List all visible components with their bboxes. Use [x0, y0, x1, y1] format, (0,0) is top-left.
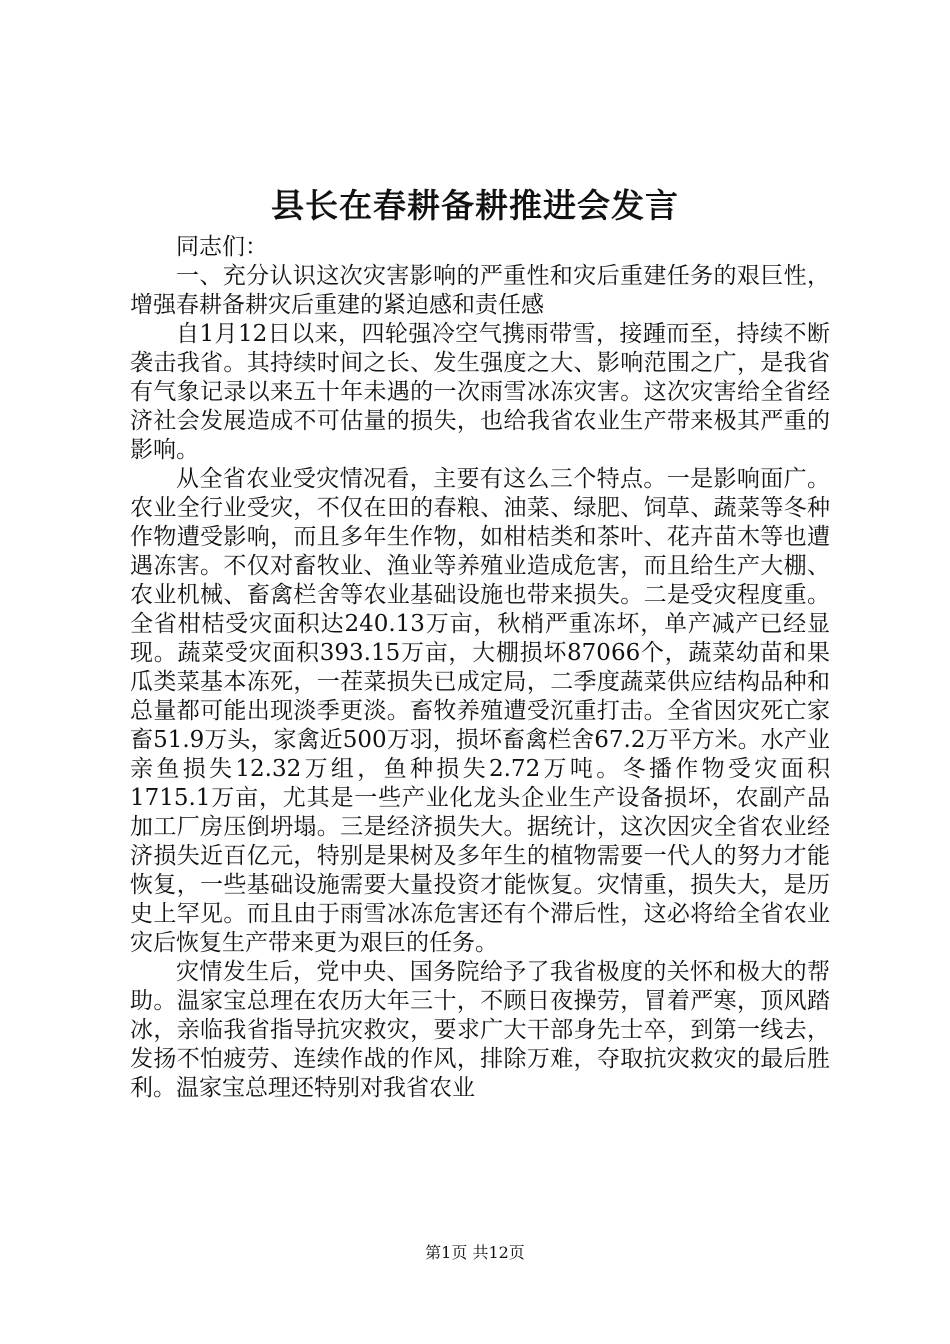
document-body	[130, 233, 830, 1103]
paragraph-disaster-features: 从全省农业受灾情况看，主要有这么三个特点。一是影响面广。农业全行业受灾，不仅在田的春粮、油菜、绿肥、饲草、蔬菜等冬种作物遭受影响，而且多年生作物，如柑桔类和茶叶、花卉苗木等也遭遇冻害。不仅对畜牧业、渔业等养殖业造成危害，而且给生产大棚、农业机械、畜禽栏舍等农业基础设施也带来损失。二是受灾程度重。全省柑桔受灾面积达240.13万亩，秋梢严重冻坏，单产减产已经显现。蔬菜受灾面积393.15万亩，大棚损坏87066个，蔬菜幼苗和果瓜类菜基本冻死，一茬菜损失已成定局，二季度蔬菜供应结构品种和总量都可能出现淡季更淡。畜牧养殖遭受沉重打击。全省因灾死亡家畜51.9万头，家禽近500万羽，损坏畜禽栏舍67.2万平方米。水产业亲鱼损失12.32万组，鱼种损失2.72万吨。冬播作物受灾面积1715.1万亩，尤其是一些产业化龙头企业生产设备损坏，农副产品加工厂房压倒坍塌。三是经济损失大。据统计，这次因灾全省农业经济损失近百亿元，特别是果树及多年生的植物需要一代人的努力才能恢复，一些基础设施需要大量投资才能恢复。灾情重，损失大，是历史上罕见。而且由于雨雪冰冻危害还有个滞后性，这必将给全省农业灾后恢复生产带来更为艰巨的任务。	[130, 466, 830, 956]
document-title: 县长在春耕备耕推进会发言	[271, 186, 679, 225]
page-footer: 第1页 共12页	[425, 1243, 525, 1262]
paragraph-disaster-overview: 自1月12日以来，四轮强冷空气携雨带雪，接踵而至，持续不断袭击我省。其持续时间之长、发生强度之大、影响范围之广，是我省有气象记录以来五十年未遇的一次雨雪冰冻灾害。这次灾害给全省经济社会发展造成不可估量的损失，也给我省农业生产带来极其严重的影响。	[130, 321, 830, 463]
paragraph-central-support: 灾情发生后，党中央、国务院给予了我省极度的关怀和极大的帮助。温家宝总理在农历大年三十，不顾日夜操劳，冒着严寒，顶风踏冰，亲临我省指导抗灾救灾，要求广大干部身先士卒，到第一线去，发扬不怕疲劳、连续作战的作风，排除万难，夺取抗灾救灾的最后胜利。温家宝总理还特别对我省农业	[130, 959, 830, 1101]
paragraph-salutation: 同志们：	[176, 234, 268, 260]
paragraph-section-heading: 一、充分认识这次灾害影响的严重性和灾后重建任务的艰巨性，增强春耕备耕灾后重建的紧迫感和责任感	[130, 263, 830, 318]
